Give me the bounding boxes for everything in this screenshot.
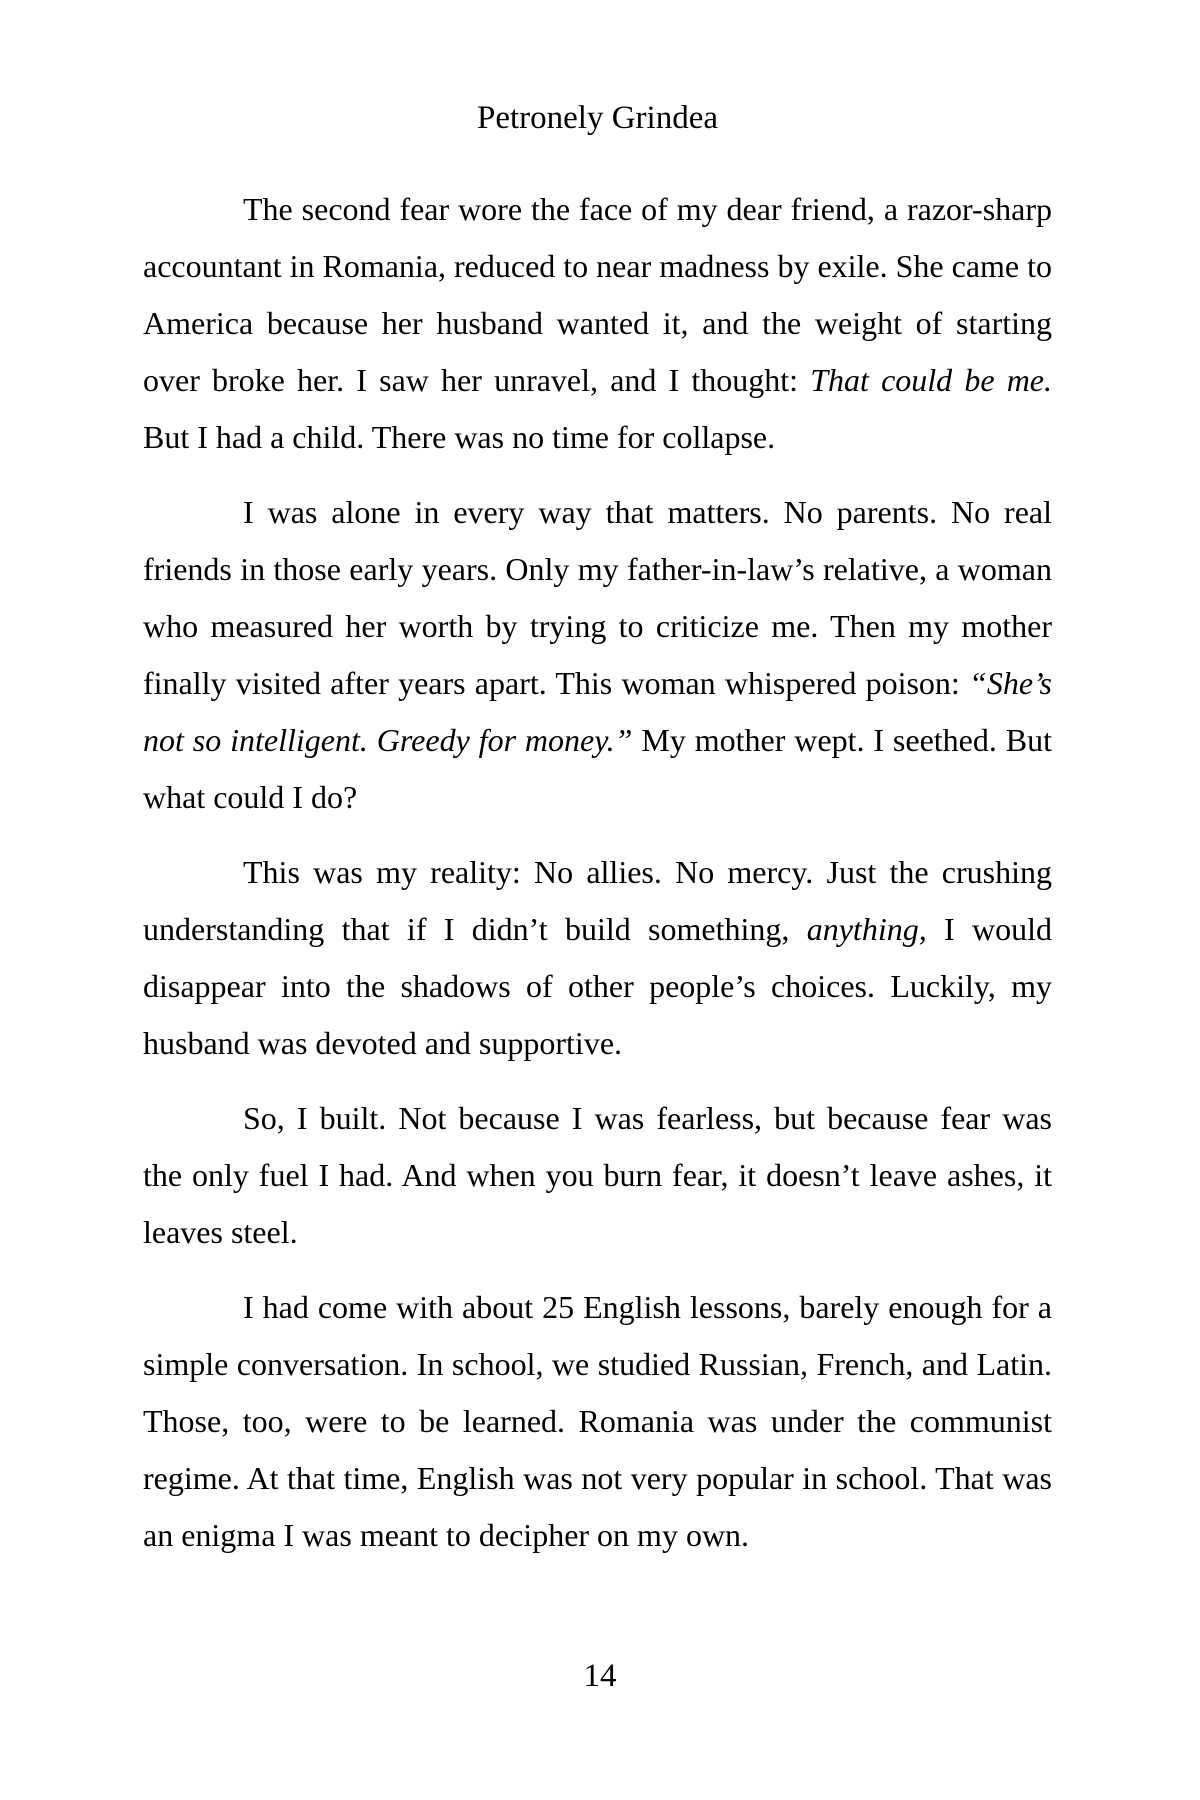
text-run: This was my reality: No allies. No mercy. Just the crushing understanding that if I didn’t build something,	[143, 854, 1052, 947]
text-run-italic: That could be me.	[810, 362, 1053, 398]
text-run-italic: anything,	[806, 911, 927, 947]
text-run: My mother wept. I seethed. But what could I do?	[143, 722, 1053, 815]
paragraph-so-i-built	[143, 1090, 1052, 1261]
text-run: I was alone in every way that matters. No parents. No real friends in those early years. Only my father-in-law’s relative, a woman who measured her worth by trying to criticize me. Then my mother finally visited after years apart. This woman whispered poison:	[143, 494, 1052, 701]
text-run: So, I built. Not because I was fearless, but because fear was the only fuel I had. And when you burn fear, it doesn’t leave ashes, it leaves steel.	[143, 1100, 1052, 1250]
text-run: I would disappear into the shadows of other people’s choices. Luckily, my husband was devoted and supportive.	[143, 911, 1053, 1061]
text-run: The second fear wore the face of my dear friend, a razor-sharp accountant in Romania, reduced to near madness by exile. She came to America because her husband wanted it, and the weight of starting over broke her. I saw her unravel, and I thought:	[143, 191, 1053, 398]
paragraph-second-fear	[143, 181, 1052, 466]
page-column	[143, 0, 1052, 1582]
page-body-text	[143, 181, 1052, 1564]
paragraph-alone	[143, 484, 1052, 826]
page-header-title: Petronely Grindea	[476, 100, 718, 136]
text-run: But I had a child. There was no time for collapse.	[143, 419, 776, 455]
page-number: 14	[583, 1658, 617, 1694]
paragraph-reality	[143, 844, 1052, 1072]
paragraph-english-lessons	[143, 1279, 1052, 1564]
text-run: I had come with about 25 English lessons, barely enough for a simple conversation. In school, we studied Russian, French, and Latin. Those, too, were to be learned. Romania was under the communist regime. At that time, English was not very popular in school. That was an enigma I was meant to decipher on my own.	[143, 1289, 1052, 1553]
text-run-italic: “She’s not so intelligent. Greedy for money.”	[143, 665, 1052, 758]
